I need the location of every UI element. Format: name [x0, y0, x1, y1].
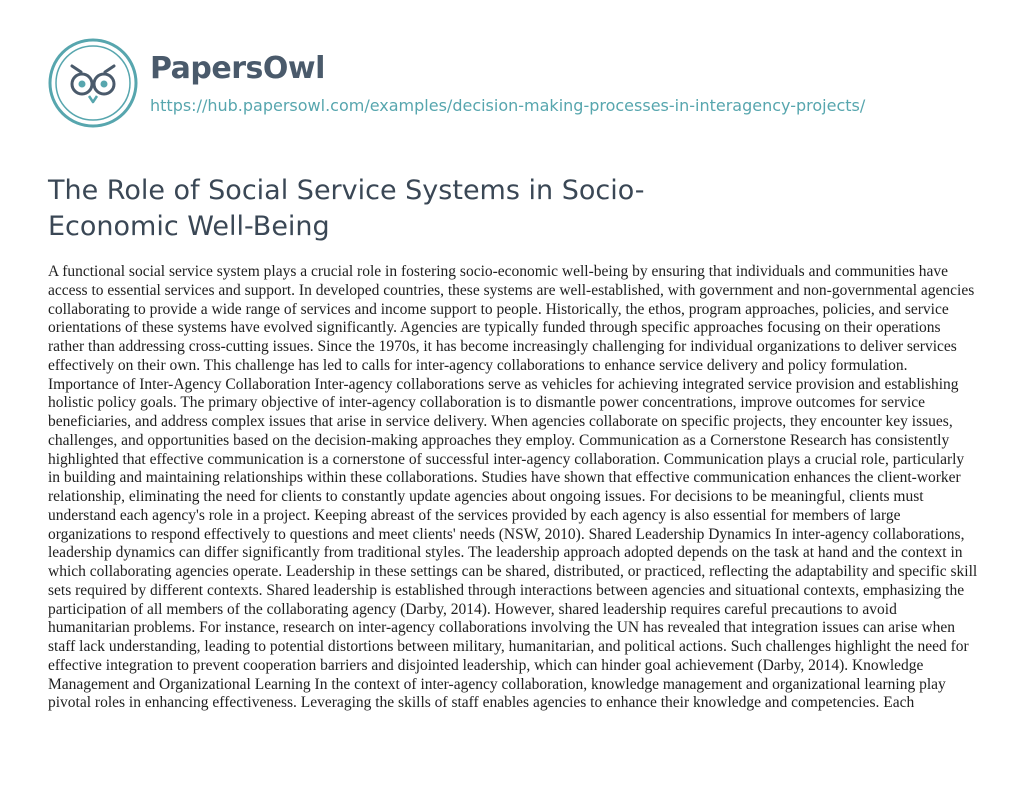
owl-logo-graphic	[48, 38, 138, 128]
brand-block	[150, 51, 865, 116]
brand-name[interactable]: PapersOwl	[150, 50, 325, 86]
source-url-link[interactable]: https://hub.papersowl.com/examples/decision-making-processes-in-interagency-projects/	[150, 95, 866, 115]
site-header	[48, 38, 865, 128]
owl-logo-icon[interactable]	[48, 38, 138, 128]
article-body: A functional social service system plays a crucial role in fostering socio-economic well-being by ensuring that individuals and communities have access to essential services and support. In developed countries, these systems are well-established, with government and non-governmental agencies collaborating to provide a wide range of services and income support to people. Historically, the ethos, program approaches, policies, and service orientations of these systems have evolved significantly. Agencies are typically funded through specific approaches focusing on their operations rather than addressing cross-cutting issues. Since the 1970s, it has become increasingly challenging for individual organizations to deliver services effectively on their own. This challenge has led to calls for inter-agency collaborations to enhance service delivery and policy formulation. Importance of Inter-Agency Collaboration Inter-agency collaborations serve as vehicles for achieving integrated service provision and establishing holistic policy goals. The primary objective of inter-agency collaboration is to dismantle power concentrations, improve outcomes for service beneficiaries, and address complex issues that arise in service delivery. When agencies collaborate on specific projects, they encounter key issues, challenges, and opportunities based on the decision-making approaches they employ. Communication as a Cornerstone Research has consistently highlighted that effective communication is a cornerstone of successful inter-agency collaboration. Communication plays a crucial role, particularly in building and maintaining relationships within these collaborations. Studies have shown that effective communication enhances the client-worker relationship, eliminating the need for clients to constantly update agencies about ongoing issues. For decisions to be meaningful, clients must understand each agency's role in a project. Keeping abreast of the services provided by each agency is also essential for members of large organizations to respond effectively to questions and meet clients' needs (NSW, 2010). Shared Leadership Dynamics In inter-agency collaborations, leadership dynamics can differ significantly from traditional styles. The leadership approach adopted depends on the task at hand and the context in which collaborating agencies operate. Leadership in these settings can be shared, distributed, or practiced, reflecting the adaptability and specific skill sets required by different contexts. Shared leadership is established through interactions between agencies and situational contexts, emphasizing the participation of all members of the collaborating agency (Darby, 2014). However, shared leadership requires careful precautions to avoid humanitarian problems. For instance, research on inter-agency collaborations involving the UN has revealed that integration issues can arise when staff lack understanding, leading to potential distortions between military, humanitarian, and political actions. Such challenges highlight the need for effective integration to prevent cooperation barriers and disjointed leadership, which can hinder goal achievement (Darby, 2014). Knowledge Management and Organizational Learning In the context of inter-agency collaboration, knowledge management and organizational learning play pivotal roles in enhancing effectiveness. Leveraging the skills of staff enables agencies to enhance their knowledge and competencies. Each	[48, 263, 978, 712]
page-title: The Role of Social Service Systems in Socio-Economic Well-Being	[48, 175, 645, 242]
